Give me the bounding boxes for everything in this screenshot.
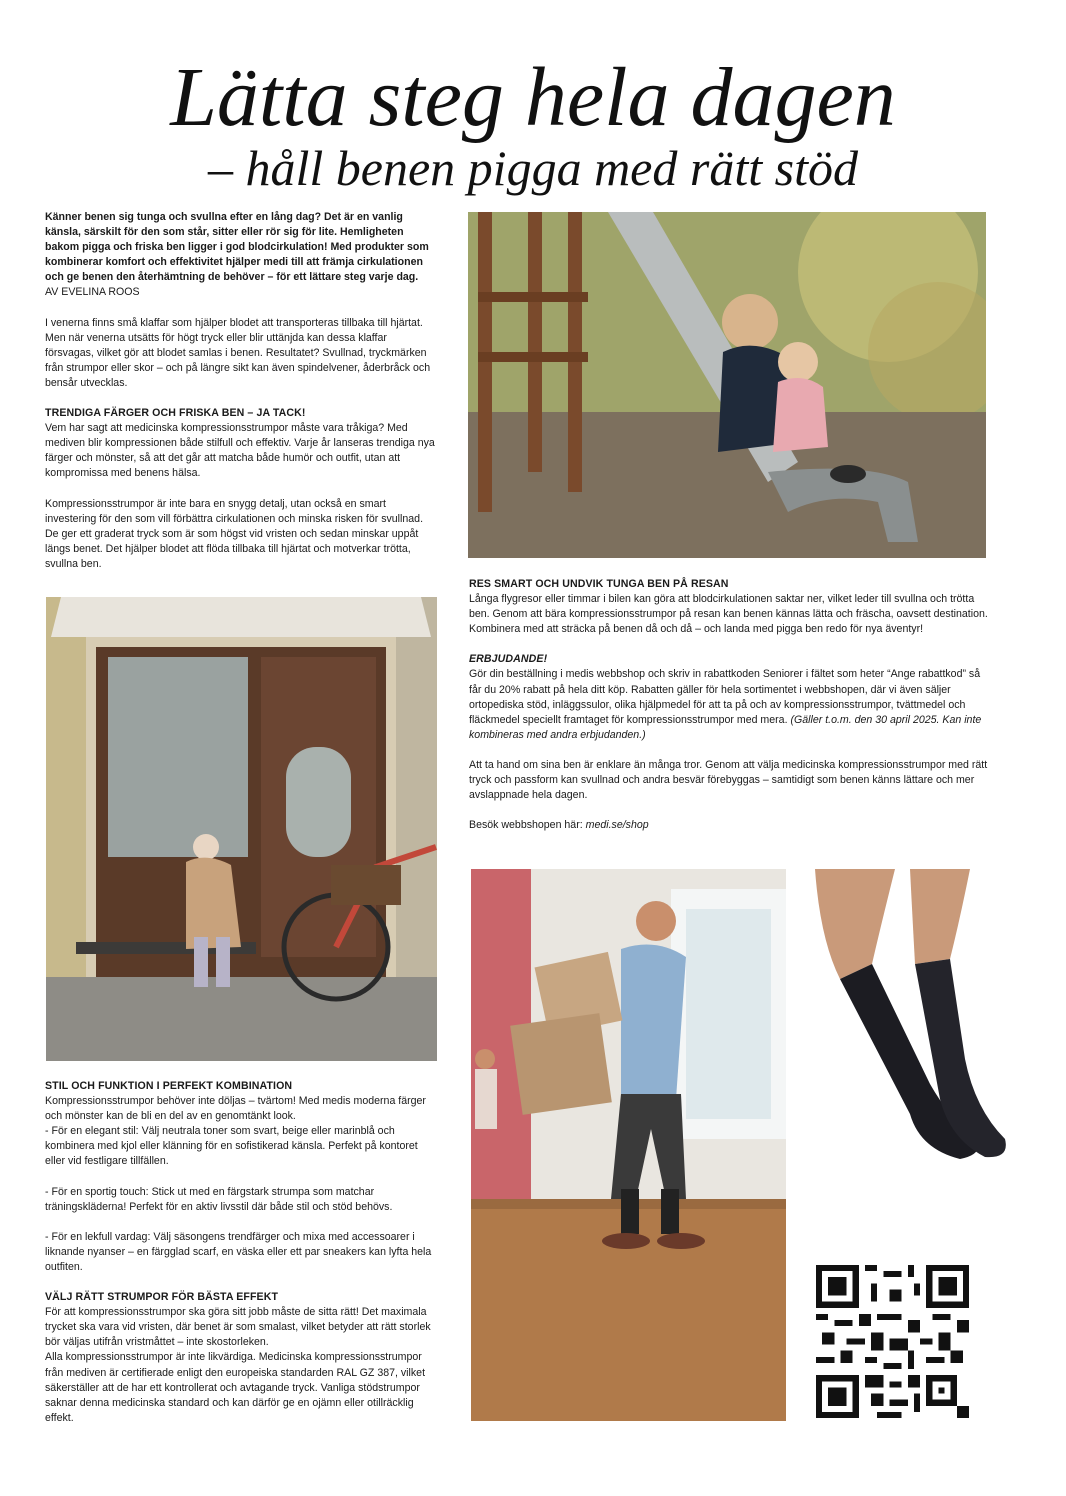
photo-compression-socks bbox=[800, 869, 1020, 1169]
shop-link[interactable]: medi.se/shop bbox=[585, 819, 649, 832]
heading-trendy: TRENDIGA FÄRGER OCH FRISKA BEN – JA TACK! bbox=[45, 407, 306, 420]
intro-body: I venerna finns små klaffar som hjälper blodet att transporteras tillbaka till hjärtat. Men när venerna utsätts för högt tryck eller blir uttänjda kan dessa klaffar försvagas, vilket gör att blodet samlas i benen. Resultatet? Svullnad, tryckmärken från strumpor eller skor – och på längre sikt kan även spindelvener, åderbråck och bensår utvecklas. bbox=[45, 316, 431, 389]
page-subtitle: – håll benen pigga med rätt stöd bbox=[208, 140, 858, 196]
photo-playground-slide bbox=[468, 212, 986, 558]
trendy-p1: Vem har sagt att medicinska kompressionsstrumpor måste vara tråkiga? Med mediven blir kompressionen både stilfull och effektiv. Varje år lanseras trendiga nya färger och mönster, så att det går att matcha både humör och outfit, utan att kompromissa med benens hälsa. bbox=[45, 422, 435, 480]
heading-choose: VÄLJ RÄTT STRUMPOR FÖR BÄSTA EFFEKT bbox=[45, 1291, 279, 1304]
travel-p1: Långa flygresor eller timmar i bilen kan göra att blodcirkulationen saktar ner, vilket leder till svullna och trötta ben. Genom att bära kompressionsstrumpor på resan kan benen kännas lätta och fräscha, oavsett destination. Kombinera med att sträcka på benen då och då – och landa med pigga ben redo för nya äventyr! bbox=[469, 593, 988, 636]
trendy-p2: Kompressionsstrumpor är inte bara en snygg detalj, utan också en smart investering för den som vill förbättra cirkulationen och minska risken för svullnad. De ger ett graderat tryck som är som högst vid vristen och sedan minskar uppåt längs benet. Det hjälper blodet att flöda tillbaka till hjärtat och motverkar trötta, svullna ben. bbox=[45, 497, 424, 570]
byline: AV EVELINA ROOS bbox=[45, 286, 140, 299]
offer-note: (Gäller t.o.m. den 30 april 2025. Kan inte kombineras med andra erbjudanden.) bbox=[469, 713, 982, 741]
travel-column bbox=[469, 577, 989, 833]
heading-offer: ERBJUDANDE! bbox=[469, 653, 548, 666]
intro-lead: Känner benen sig tunga och svullna efter en lång dag? Det är en vanlig känsla, särskilt för den som står, sitter eller rör sig för lite. Hemligheten bakom pigga och friska ben ligger i god blodcirkulation! Med produkter som kombinerar komfort och effektivitet hjälper medi till att främja cirkulationen och ge benen den återhämtning de behöver – för ett lättare steg varje dag. bbox=[45, 211, 429, 284]
style-p4: - För en lekfull vardag: Välj säsongens trendfärger och mixa med accessoarer i liknande nyanser – en färgglad scarf, en väska eller ett par sneakers kan lyfta hela outfiten. bbox=[45, 1230, 432, 1273]
photo-man-boxes bbox=[471, 869, 786, 1421]
page-title: Lätta steg hela dagen bbox=[170, 51, 896, 144]
qr-code[interactable] bbox=[816, 1265, 969, 1418]
offer-text bbox=[469, 667, 989, 742]
shop-line bbox=[469, 818, 989, 833]
choose-p1: För att kompressionsstrumpor ska göra sitt jobb måste de sitta rätt! Det maximala trycket ska vara vid vristen, där benet är som smalast, vilket betyder att rätt storlek bör väljas utifrån vristmåttet – inte skostorleken. bbox=[45, 1306, 431, 1349]
choose-p2: Alla kompressionsstrumpor är inte likvärdiga. Medicinska kompressionsstrumpor från mediven är certifierade enligt den europeiska standarden RAL GZ 387, vilket säkerställer att de har ett kontrollerat och avtagande tryck. Vanliga stödstrumpor saknar denna medicinska standard och kan därför ge en ojämn eller otillräcklig effekt. bbox=[45, 1351, 426, 1424]
style-p3: - För en sportig touch: Stick ut med en färgstark strumpa som matchar träningskläderna! Perfekt för en aktiv livsstil där både stil och stöd behövs. bbox=[45, 1185, 393, 1213]
intro-column bbox=[45, 210, 437, 572]
style-p2: - För en elegant stil: Välj neutrala toner som svart, beige eller marinblå och kombinera med kjol eller klänning för en sofistikerad känsla. Perfekt på kontoret eller vid festligare tillfällen. bbox=[45, 1125, 418, 1168]
style-column bbox=[45, 1079, 437, 1426]
heading-style: STIL OCH FUNKTION I PERFEKT KOMBINATION bbox=[45, 1080, 293, 1092]
shop-label: Besök webbshopen här: bbox=[469, 819, 583, 832]
heading-travel: RES SMART OCH UNDVIK TUNGA BEN PÅ RESAN bbox=[469, 578, 729, 590]
photo-cafe-bicycle bbox=[46, 597, 437, 1061]
offer-body: Gör din beställning i medis webbshop och skriv in rabattkoden Seniorer i fältet som heter “Ange rabattkod” så får du 20% rabatt på hela ditt köp. Rabatten gäller för hela sortimentet i webbshopen, där vi även säljer ortopediska stöd, inläggssulor, olika hjälpmedel för att ta på och av kompressionsstrumpor, tvättmedel och fläckmedel speciellt framtaget för kompressionsstrumpor med mera. bbox=[469, 668, 981, 726]
style-p1: Kompressionsstrumpor behöver inte döljas – tvärtom! Med medis moderna färger och mönster kan de bli en del av en genomtänkt look. bbox=[45, 1095, 426, 1123]
offer-outro: Att ta hand om sina ben är enklare än många tror. Genom att välja medicinska kompressionsstrumpor med rätt tryck och passform kan svullnad och andra besvär förebyggas – samtidigt som benen känns lättare och mer avslappnade hela dagen. bbox=[469, 758, 988, 802]
